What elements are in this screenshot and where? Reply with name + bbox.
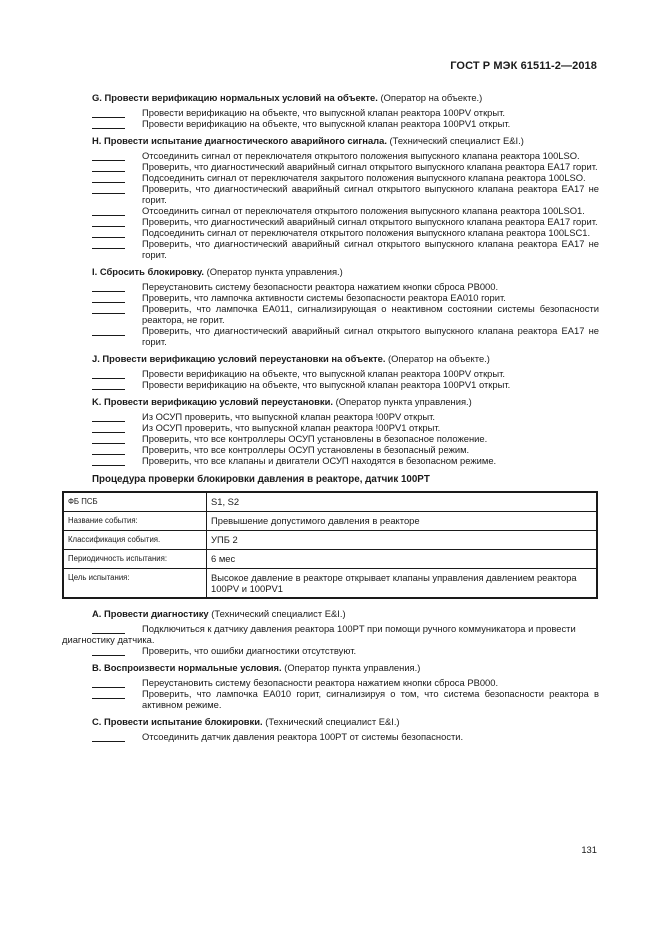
table-value: Превышение допустимого давления в реакторе [207,512,598,531]
section-a [62,608,599,656]
table-key: Классификация события. [63,531,207,550]
step-item: Проверить, что ошибки диагностики отсутствуют. [92,645,599,656]
table-value: S1, S2 [207,492,598,512]
section-title: C. Провести испытание блокировки. (Технический специалист E&I.) [92,716,400,727]
signature-blank [92,731,125,742]
step-item: Проверить, что диагностический аварийный сигнал открытого выпускного клапана реактора EA17 горит. [92,161,599,172]
step-item: Подсоединить сигнал от переключателя закрытого положения выпускного клапана реактора 100LSO. [92,172,599,183]
signature-blank [92,281,125,292]
step-item: Проверить, что лампочка EA010 горит, сигнализируя о том, что система безопасности реактора в активном режиме. [92,688,599,710]
step-item: Провести верификацию на объекте, что выпускной клапан реактора 100PV открыт. [92,368,599,379]
signature-blank [92,161,125,172]
signature-blank [92,444,125,455]
signature-blank [92,172,125,183]
signature-blank [92,227,125,238]
table-row [63,512,597,531]
step-item: Отсоединить датчик давления реактора 100PT от системы безопасности. [92,731,599,742]
signature-blank [92,379,125,390]
step-item: Подключиться к датчику давления реактора 100PT при помощи ручного коммуникатора и провести диагностику датчика. [62,623,576,645]
section-h [92,135,599,260]
step-item: Из ОСУП проверить, что выпускной клапан реактора !00PV1 открыт. [92,422,599,433]
step-item: Отсоединить сигнал от переключателя открытого положения выпускного клапана реактора 100LSO1. [92,205,599,216]
step-item: Подсоединить сигнал от переключателя открытого положения выпускного клапана реактора 100LSC1. [92,227,599,238]
signature-blank [92,677,125,688]
signature-blank [92,325,125,336]
section-c [92,716,599,742]
step-item: Проверить, что диагностический аварийный сигнал открытого выпускного клапана реактора EA17 не горит. [92,238,599,260]
document-header: ГОСТ Р МЭК 61511-2—2018 [450,60,597,72]
step-item: Проверить, что все контроллеры ОСУП установлены в безопасное положение. [92,433,599,444]
signature-blank [92,216,125,227]
signature-blank [92,303,125,314]
signature-blank [92,292,125,303]
signature-blank [92,368,125,379]
signature-blank [92,107,125,118]
signature-blank [92,455,125,466]
table-row [63,531,597,550]
table-key: ФБ ПСБ [63,492,207,512]
step-item: Проверить, что диагностический аварийный сигнал открытого выпускного клапана реактора EA17 не горит. [92,325,599,347]
signature-blank [92,623,125,634]
document-body [62,92,599,748]
signature-blank [92,645,125,656]
section-title: H. Провести испытание диагностического аварийного сигнала. (Технический специалист E&I.) [92,135,524,146]
section-j [92,353,599,390]
section-title: K. Провести верификацию условий переустановки. (Оператор пункта управления.) [92,396,472,407]
step-item: Переустановить систему безопасности реактора нажатием кнопки сброса PB000. [92,281,599,292]
step-item: Проверить, что лампочка активности системы безопасности реактора EA010 горит. [92,292,599,303]
section-title: J. Провести верификацию условий переустановки на объекте. (Оператор на объекте.) [92,353,490,364]
section-k [92,396,599,466]
step-item: Проверить, что лампочка EA011, сигнализирующая о неактивном состоянии системы безопасности реактора, не горит. [92,303,599,325]
section-title: I. Сбросить блокировку. (Оператор пункта управления.) [92,266,343,277]
section-title: B. Воспроизвести нормальные условия. (Оператор пункта управления.) [92,662,421,673]
signature-blank [92,238,125,249]
table-value: УПБ 2 [207,531,598,550]
step-item: Проверить, что диагностический аварийный сигнал открытого выпускного клапана реактора EA17 не горит. [92,183,599,205]
signature-blank [92,118,125,129]
table-key: Цель испытания: [63,569,207,599]
section-g [92,92,599,129]
table-row [63,492,597,512]
signature-blank [92,183,125,194]
table-value: Высокое давление в реакторе открывает клапаны управления давлением реактора 100PV и 100PV1 [207,569,598,599]
table-row [63,550,597,569]
signature-blank [92,150,125,161]
step-item: Проверить, что диагностический аварийный сигнал открытого выпускного клапана реактора EA17 горит. [92,216,599,227]
step-item: Провести верификацию на объекте, что выпускной клапан реактора 100PV открыт. [92,107,599,118]
table-row [63,569,597,599]
step-item: Отсоединить сигнал от переключателя открытого положения выпускного клапана реактора 100LSO. [92,150,599,161]
table-key: Периодичность испытания: [63,550,207,569]
step-item: Из ОСУП проверить, что выпускной клапан реактора !00PV открыт. [92,411,599,422]
step-item: Провести верификацию на объекте, что выпускной клапан реактора 100PV1 открыт. [92,118,599,129]
section-title: G. Провести верификацию нормальных условий на объекте. (Оператор на объекте.) [92,92,483,103]
signature-blank [92,688,125,699]
table-key: Название события: [63,512,207,531]
procedure-info-table [62,491,598,599]
signature-blank [92,411,125,422]
step-item: Провести верификацию на объекте, что выпускной клапан реактора 100PV1 открыт. [92,379,599,390]
signature-blank [92,433,125,444]
step-item: Переустановить систему безопасности реактора нажатием кнопки сброса PB000. [92,677,599,688]
section-i [92,266,599,347]
step-item: Проверить, что все контроллеры ОСУП установлены в безопасный режим. [92,444,599,455]
signature-blank [92,422,125,433]
step-item: Проверить, что все клапаны и двигатели ОСУП находятся в безопасном режиме. [92,455,599,466]
table-value: 6 мес [207,550,598,569]
page-number: 131 [581,844,597,855]
procedure-title: Процедура проверки блокировки давления в реакторе, датчик 100PT [92,474,430,485]
signature-blank [92,205,125,216]
section-b [92,662,599,710]
section-title: A. Провести диагностику (Технический специалист E&I.) [92,608,346,619]
